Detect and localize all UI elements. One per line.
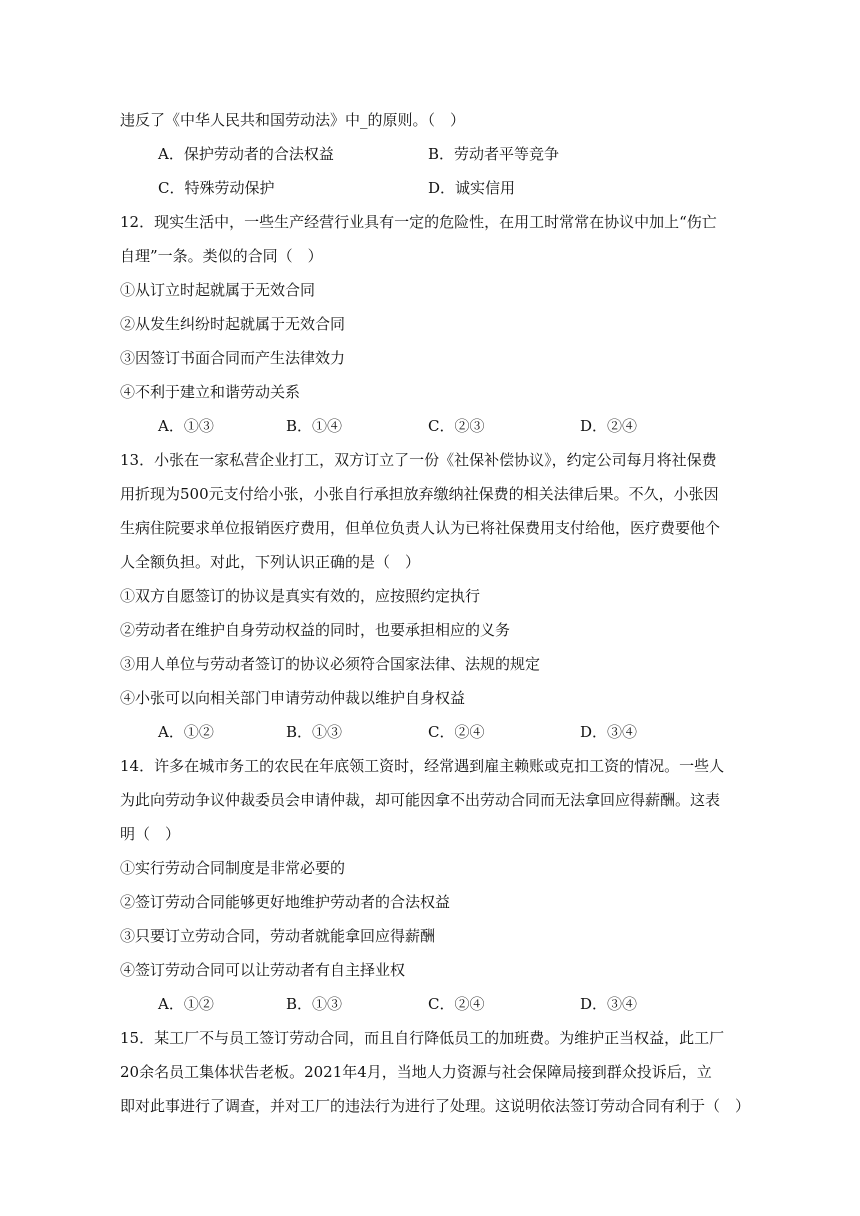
q12-statement: ①从订立时起就属于无效合同 — [120, 281, 316, 299]
q14-stem-line: 为此向劳动争议仲裁委员会申请仲裁，却可能因拿不出劳动合同而无法拿回应得薪酬。这表 — [120, 791, 721, 809]
q12-statement: ②从发生纠纷时起就属于无效合同 — [120, 315, 346, 333]
q13-stem-line: 生病住院要求单位报销医疗费用，但单位负责人认为已将社保费用支付给他，医疗费要他个 — [120, 519, 721, 537]
q14-option-c: C．②④ — [428, 995, 485, 1013]
q13-stem-line: 用折现为500元支付给小张，小张自行承担放弃缴纳社保费的相关法律后果。不久，小张因 — [120, 485, 719, 503]
q13-statement: ①双方自愿签订的协议是真实有效的，应按照约定执行 — [120, 587, 481, 605]
q12-option-b: B．①④ — [286, 417, 343, 435]
q15-stem-line: 20余名员工集体状告老板。2021年4月，当地人力资源与社会保障局接到群众投诉后，立 — [120, 1063, 712, 1081]
q12-stem-line: 自理”一条。类似的合同（ ） — [120, 247, 323, 265]
q14-option-d: D．③④ — [580, 995, 638, 1013]
q14-options-row — [158, 987, 818, 1021]
q14-statement: ③只要订立劳动合同，劳动者就能拿回应得薪酬 — [120, 927, 436, 945]
q13-statement: ④小张可以向相关部门申请劳动仲裁以维护自身权益 — [120, 689, 466, 707]
q13-option-d: D．③④ — [580, 723, 638, 741]
q13-options-row — [158, 715, 818, 749]
q14-stem-line: 明（ ） — [120, 825, 181, 843]
q12-statement: ③因签订书面合同而产生法律效力 — [120, 349, 346, 367]
q11-option-a: A．保护劳动者的合法权益 — [158, 145, 334, 163]
q12-option-d: D．②④ — [580, 417, 638, 435]
q12-option-a: A．①③ — [158, 417, 214, 435]
q15-stem-line: 15．某工厂不与员工签订劳动合同，而且自行降低员工的加班费。为维护正当权益，此工厂 — [120, 1029, 725, 1047]
q11-options-row-1 — [158, 137, 818, 171]
q11-option-d: D．诚实信用 — [428, 179, 516, 197]
q14-statement: ②签订劳动合同能够更好地维护劳动者的合法权益 — [120, 893, 451, 911]
q11-option-b: B．劳动者平等竞争 — [428, 145, 560, 163]
q14-option-a: A．①② — [158, 995, 214, 1013]
q13-statement: ③用人单位与劳动者签订的协议必须符合国家法律、法规的规定 — [120, 655, 541, 673]
q12-options-row — [158, 409, 818, 443]
q14-stem-line: 14．许多在城市务工的农民在年底领工资时，经常遇到雇主赖账或克扣工资的情况。一些人 — [120, 757, 725, 775]
q13-stem-line: 人全额负担。对此，下列认识正确的是（ ） — [120, 553, 421, 571]
q13-option-c: C．②④ — [428, 723, 485, 741]
q15-stem-line: 即对此事进行了调查，并对工厂的违法行为进行了处理。这说明依法签订劳动合同有利于（ ） — [120, 1097, 751, 1115]
q12-statement: ④不利于建立和谐劳动关系 — [120, 383, 301, 401]
q11-options-row-2 — [158, 171, 818, 205]
q14-statement: ①实行劳动合同制度是非常必要的 — [120, 859, 346, 877]
q13-stem-line: 13．小张在一家私营企业打工，双方订立了一份《社保补偿协议》，约定公司每月将社保费 — [120, 451, 717, 469]
q14-option-b: B．①③ — [286, 995, 343, 1013]
q14-statement: ④签订劳动合同可以让劳动者有自主择业权 — [120, 961, 406, 979]
q12-stem-line: 12．现实生活中，一些生产经营行业具有一定的危险性，在用工时常常在协议中加上“伤亡 — [120, 213, 717, 231]
q11-stem-tail: 违反了《中华人民共和国劳动法》中_的原则。（ ） — [120, 111, 466, 129]
q13-statement: ②劳动者在维护自身劳动权益的同时，也要承担相应的义务 — [120, 621, 511, 639]
q13-option-a: A．①② — [158, 723, 214, 741]
q13-option-b: B．①③ — [286, 723, 343, 741]
q12-option-c: C．②③ — [428, 417, 485, 435]
q11-option-c: C．特殊劳动保护 — [158, 179, 275, 197]
